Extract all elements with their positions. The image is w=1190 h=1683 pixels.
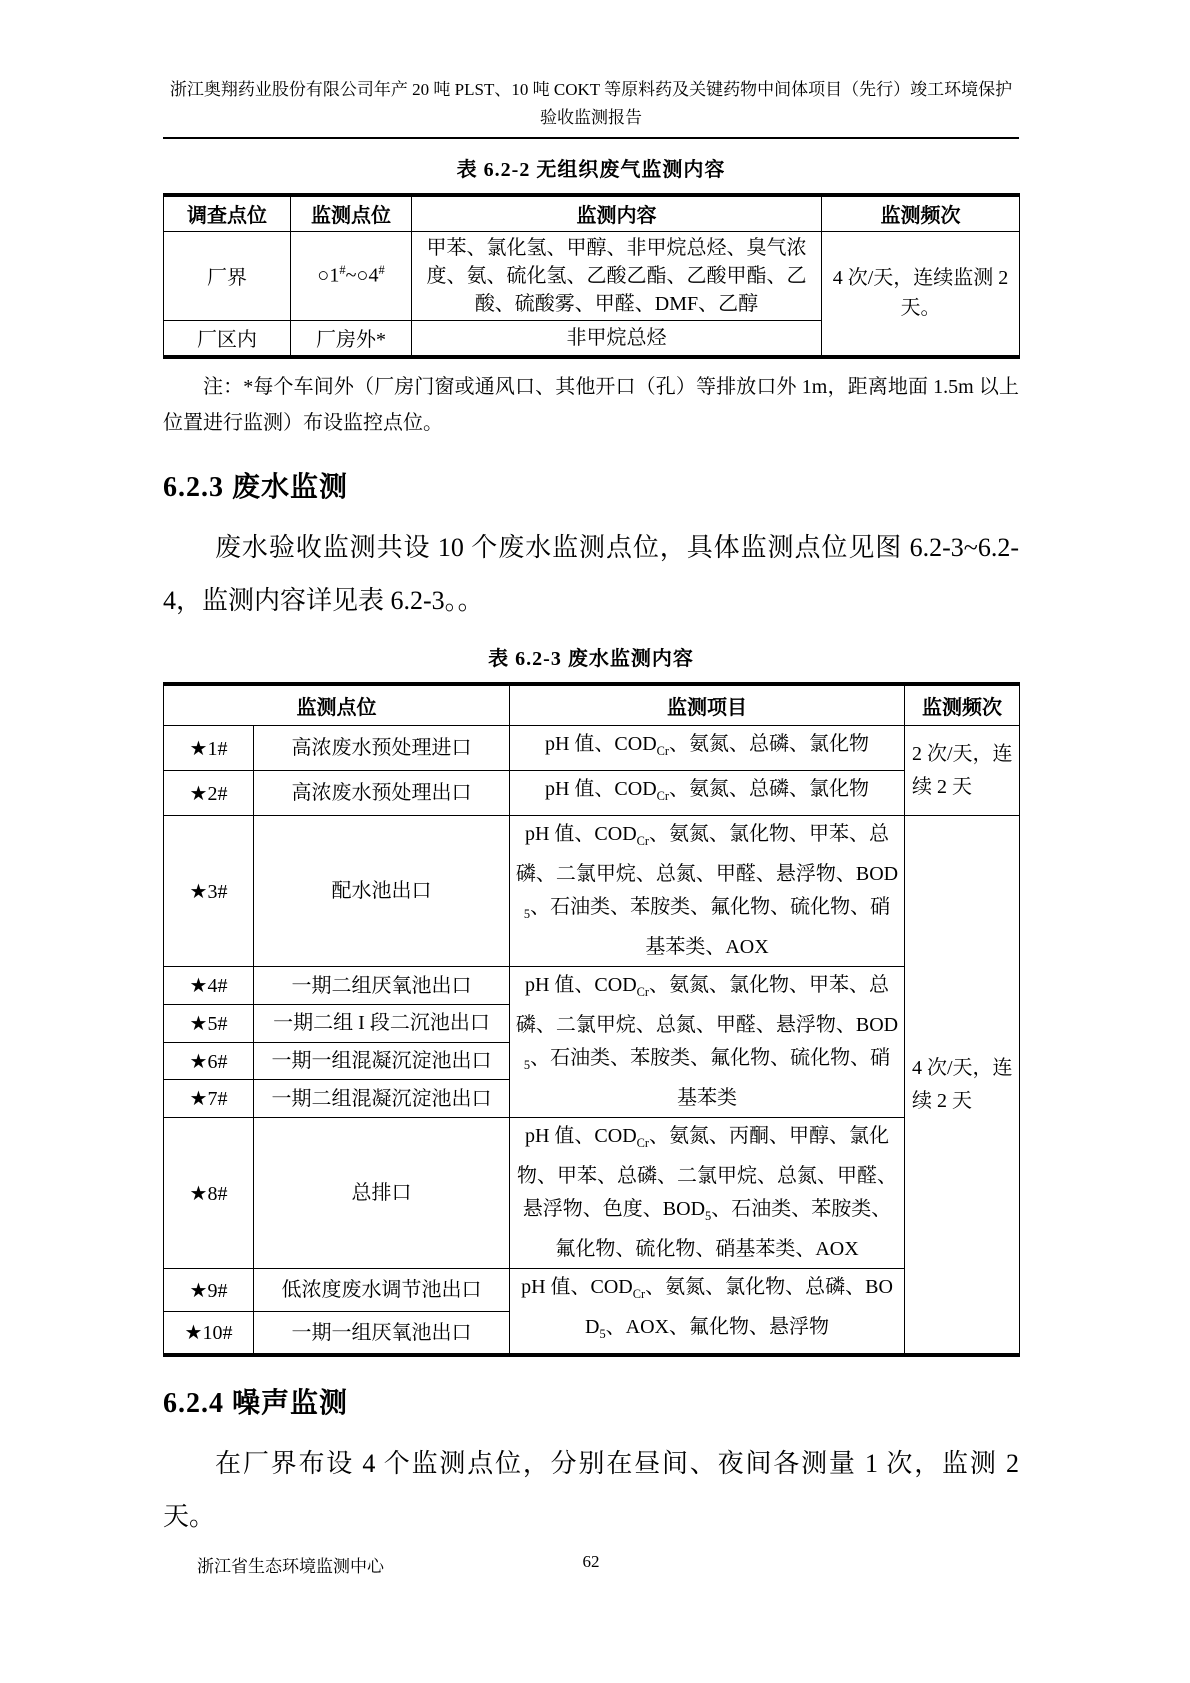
point-id-cell: ★3#: [164, 816, 254, 967]
point-location-cell: 低浓度废水调节池出口: [254, 1269, 510, 1312]
water-table-row: [164, 1118, 1020, 1269]
wastewater-paragraph: 废水验收监测共设 10 个废水监测点位，具体监测点位见图 6.2-3~6.2-4，监测内容详见表 6.2-3。。: [163, 533, 1019, 616]
survey-point-cell: 厂界: [164, 231, 291, 320]
gas-header-monitor-point: 监测点位: [291, 195, 412, 231]
point-location-cell: 高浓废水预处理进口: [254, 726, 510, 771]
footer-organization: 浙江省生态环境监测中心: [197, 1557, 384, 1576]
monitor-point-cell: ○1#~○4#: [291, 231, 412, 320]
water-header-frequency: 监测频次: [905, 684, 1020, 726]
water-header-monitor-point: 监测点位: [164, 684, 510, 726]
gas-header-content: 监测内容: [412, 195, 822, 231]
point-id-cell: ★10#: [164, 1312, 254, 1355]
page-content: [163, 0, 1019, 1544]
monitor-items-cell: pH 值、$COD_{Cr}$、氨氮、氯化物、甲苯、总磷、二氯甲烷、总氮、甲醛、悬浮物、$BOD_5$、石油类、苯胺类、氟化物、硫化物、硝基苯类、AOX: [510, 816, 905, 967]
gas-header-frequency: 监测频次: [822, 195, 1020, 231]
wastewater-monitoring-table: [163, 682, 1020, 1358]
gas-table-title: 表 6.2-2 无组织废气监测内容: [456, 159, 726, 182]
point-location-cell: 一期一组厌氧池出口: [254, 1312, 510, 1355]
point-location-cell: 一期二组厌氧池出口: [254, 967, 510, 1005]
header-divider: [163, 137, 1019, 139]
point-id-cell: ★4#: [164, 967, 254, 1005]
point-id-cell: ★7#: [164, 1080, 254, 1118]
water-table-row: [164, 726, 1020, 771]
gas-table-row: [164, 231, 1020, 320]
frequency-cell: 2 次/天，连续 2 天: [905, 726, 1020, 816]
point-location-cell: 高浓废水预处理出口: [254, 771, 510, 816]
page-number: 62: [582, 1552, 600, 1571]
frequency-cell: 4 次/天，连续监测 2 天。: [822, 231, 1020, 357]
monitor-items-cell: pH 值、$COD_{Cr}$、氨氮、丙酮、甲醇、氯化物、甲苯、总磷、二氯甲烷、总氮、甲醛、悬浮物、色度、$BOD_5$、石油类、苯胺类、氟化物、硫化物、硝基苯类、AOX: [510, 1118, 905, 1269]
water-header-items: 监测项目: [510, 684, 905, 726]
monitor-items-cell: pH 值、$COD_{Cr}$、氨氮、氯化物、甲苯、总磷、二氯甲烷、总氮、甲醛、悬浮物、$BOD_5$、石油类、苯胺类、氟化物、硫化物、硝基苯类: [510, 967, 905, 1118]
monitor-point-cell: 厂房外*: [291, 320, 412, 357]
water-table-row: [164, 967, 1020, 1005]
survey-point-cell: 厂区内: [164, 320, 291, 357]
water-table-row: [164, 771, 1020, 816]
gas-table-note: 注：*每个车间外（厂房门窗或通风口、其他开口（孔）等排放口外 1m，距离地面 1.5m 以上位置进行监测）布设监控点位。: [163, 376, 1019, 435]
point-id-cell: ★9#: [164, 1269, 254, 1312]
water-table-row: [164, 1269, 1020, 1312]
water-table-title: 表 6.2-3 废水监测内容: [488, 647, 694, 670]
point-location-cell: 一期一组混凝沉淀池出口: [254, 1042, 510, 1080]
point-id-cell: ★6#: [164, 1042, 254, 1080]
monitor-items-cell: pH 值、$COD_{Cr}$、氨氮、总磷、氯化物: [510, 726, 905, 771]
water-table-header-row: [164, 684, 1020, 726]
point-location-cell: 一期二组 I 段二沉池出口: [254, 1004, 510, 1042]
monitor-content-cell: 非甲烷总烃: [412, 320, 822, 357]
gas-table-header-row: [164, 195, 1020, 231]
frequency-cell: 4 次/天，连续 2 天: [905, 816, 1020, 1356]
section-heading-noise: 6.2.4 噪声监测: [163, 1388, 349, 1420]
point-id-cell: ★8#: [164, 1118, 254, 1269]
page-header: [163, 76, 1019, 132]
point-id-cell: ★2#: [164, 771, 254, 816]
point-location-cell: 配水池出口: [254, 816, 510, 967]
section-heading-wastewater: 6.2.3 废水监测: [163, 472, 349, 504]
point-location-cell: 一期二组混凝沉淀池出口: [254, 1080, 510, 1118]
monitor-content-cell: 甲苯、氯化氢、甲醇、非甲烷总烃、臭气浓度、氨、硫化氢、乙酸乙酯、乙酸甲酯、乙酸、硫酸雾、甲醛、DMF、乙醇: [412, 231, 822, 320]
point-location-cell: 总排口: [254, 1118, 510, 1269]
monitor-items-cell: pH 值、$COD_{Cr}$、氨氮、氯化物、总磷、$BOD_5$、AOX、氟化物、悬浮物: [510, 1269, 905, 1356]
gas-monitoring-table: [163, 193, 1020, 359]
monitor-items-cell: pH 值、$COD_{Cr}$、氨氮、总磷、氯化物: [510, 771, 905, 816]
noise-paragraph: 在厂界布设 4 个监测点位，分别在昼间、夜间各测量 1 次，监测 2 天。: [163, 1449, 1019, 1532]
gas-header-survey-point: 调查点位: [164, 195, 291, 231]
water-table-row: [164, 816, 1020, 967]
point-id-cell: ★1#: [164, 726, 254, 771]
page-header-title: 浙江奥翔药业股份有限公司年产 20 吨 PLST、10 吨 COKT 等原料药及关键药物中间体项目（先行）竣工环境保护验收监测报告: [169, 80, 1013, 128]
point-id-cell: ★5#: [164, 1004, 254, 1042]
